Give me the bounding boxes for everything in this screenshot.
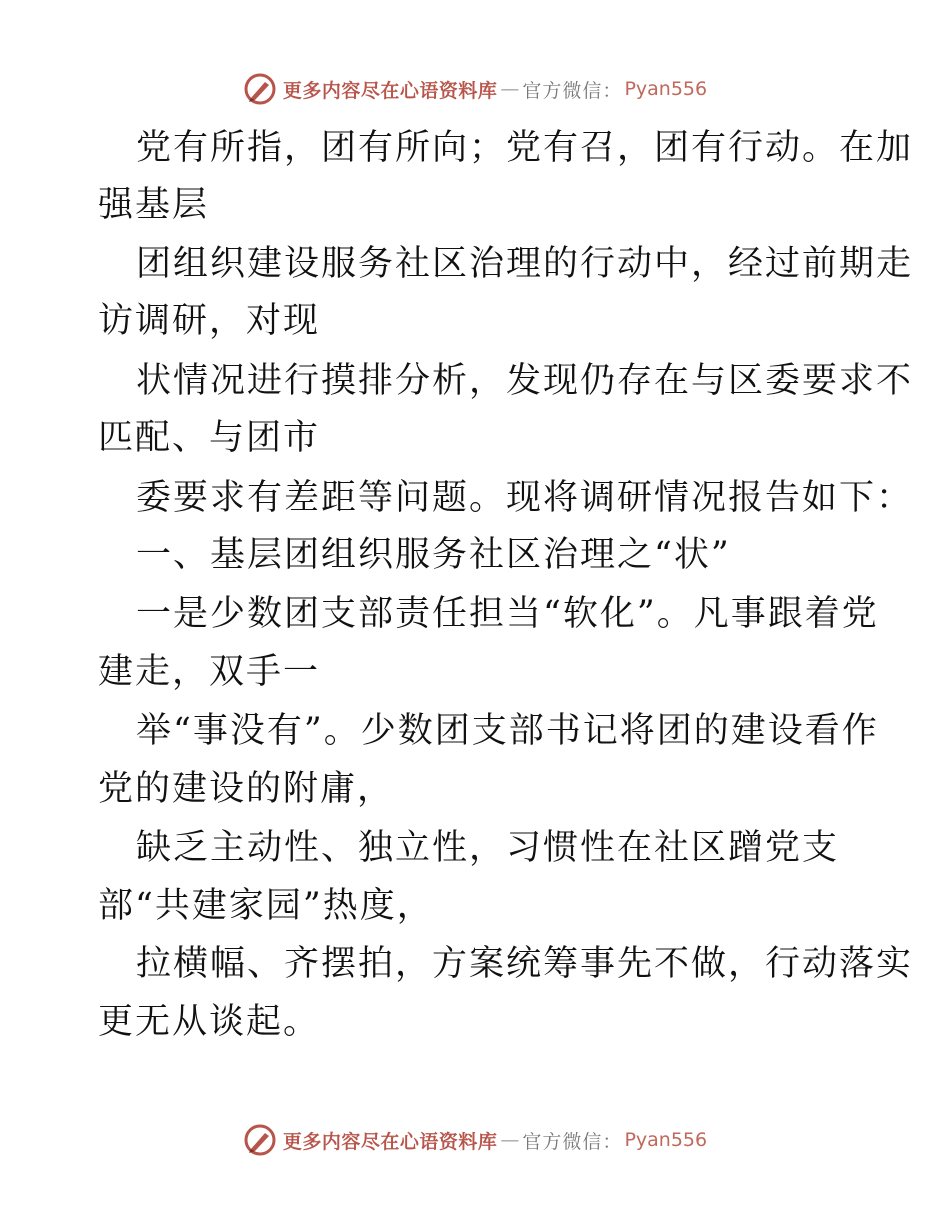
watermark-main-text: 更多内容尽在心语资料库 <box>282 79 498 102</box>
watermark-official-label: 官方微信： <box>522 1130 623 1153</box>
watermark-id: Pyan556 <box>624 78 708 100</box>
paragraph-line: 缺乏主动性、独立性，习惯性在社区蹭党支 <box>136 828 840 868</box>
paragraph-line: 党的建设的附庸， <box>98 769 395 809</box>
footer-watermark <box>0 1120 950 1160</box>
paragraph-line: 团组织建设服务社区治理的行动中，经过前期走 <box>136 244 914 284</box>
paragraph-line: 委要求有差距等问题。现将调研情况报告如下： <box>136 478 914 518</box>
paragraph-line: 匹配、与团市 <box>98 418 321 458</box>
paragraph-line: 一是少数团支部责任担当“软化”。凡事跟着党 <box>136 594 879 634</box>
pen-logo-icon <box>243 1123 277 1157</box>
paragraph-line: 拉横幅、齐摆拍，方案统筹事先不做，行动落实 <box>136 944 914 984</box>
paragraph-line: 举“事没有”。少数团支部书记将团的建设看作 <box>136 711 879 751</box>
watermark-id: Pyan556 <box>624 1129 708 1151</box>
watermark-official-label: 官方微信： <box>522 79 623 102</box>
watermark-main-text: 更多内容尽在心语资料库 <box>282 1130 498 1153</box>
watermark-dash: — <box>500 1129 520 1151</box>
paragraph-line: 强基层 <box>98 185 210 225</box>
paragraph-line: 建走，双手一 <box>98 652 321 692</box>
paragraph-line: 党有所指，团有所向；党有召，团有行动。在加 <box>136 128 914 168</box>
paragraph-line: 状情况进行摸排分析，发现仍存在与区委要求不 <box>136 361 914 401</box>
paragraph-line: 访调研，对现 <box>98 301 321 341</box>
paragraph-line: 部“共建家园”热度， <box>98 886 434 926</box>
paragraph-line: 更无从谈起。 <box>98 1002 321 1042</box>
watermark-dash: — <box>500 78 520 100</box>
section-heading: 一、基层团组织服务社区治理之“状” <box>136 535 731 575</box>
